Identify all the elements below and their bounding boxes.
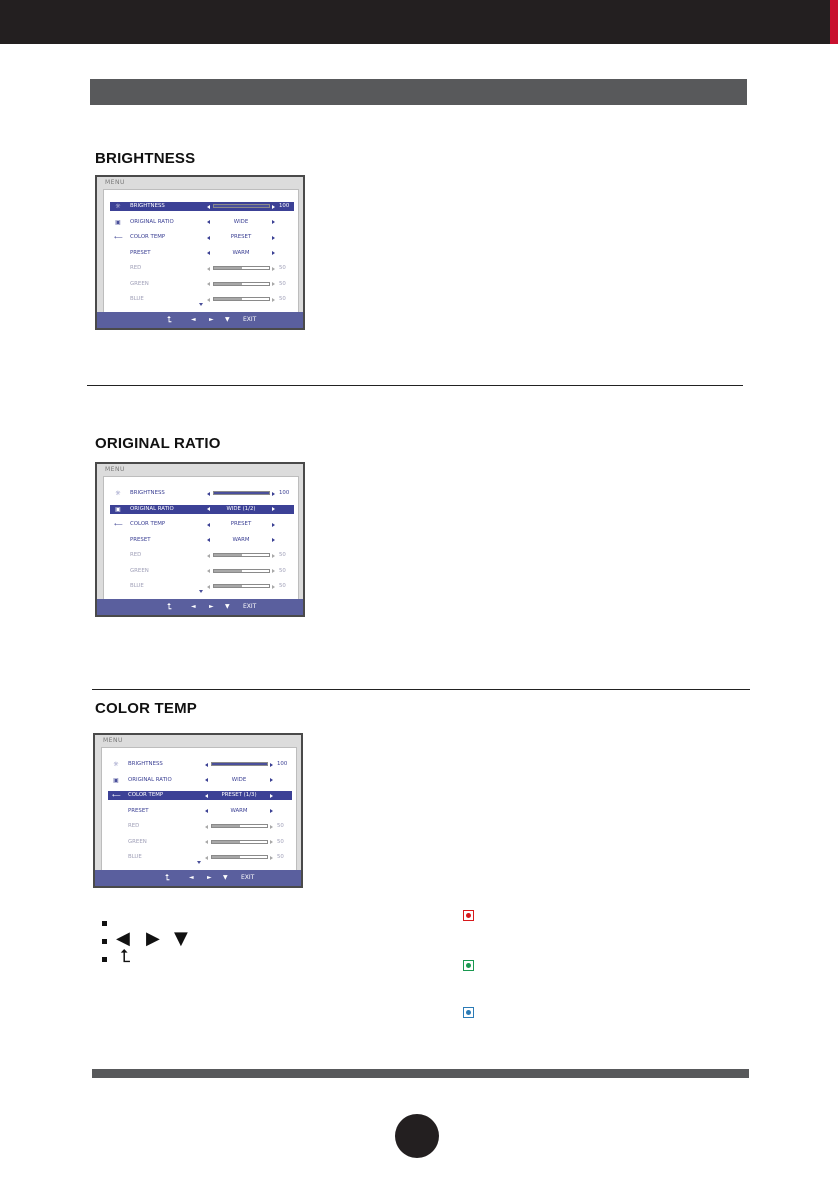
osd-level-bar[interactable] [211,855,268,859]
right-arrow-icon[interactable]: ► [209,316,214,323]
osd-row-icon [112,807,120,816]
left-arrow-icon[interactable]: ◄ [191,603,196,610]
osd-option-value: WARM [230,807,248,814]
left-arrow-icon[interactable] [207,507,210,511]
left-arrow-icon[interactable] [205,856,208,860]
left-arrow-icon[interactable] [205,778,208,782]
osd-row-icon: ⟵ [114,234,123,241]
osd-row-label: BRIGHTNESS [130,490,165,496]
osd-menu-brightness [95,175,305,330]
osd-row-icon [114,567,122,576]
osd-row-icon [114,249,122,258]
osd-row-label: GREEN [130,280,149,287]
osd-row-original-ratio[interactable] [110,505,294,514]
osd-row-icon: ⟵ [112,792,121,799]
left-arrow-icon[interactable] [207,492,210,496]
left-arrow-icon[interactable] [207,267,210,271]
right-arrow-icon[interactable] [272,236,275,240]
exit-button[interactable]: EXIT [241,874,255,881]
osd-row-green[interactable] [110,280,294,289]
osd-row-icon: ▣ [115,218,121,226]
left-arrow-icon[interactable] [205,809,208,813]
scroll-more-icon [199,590,203,593]
osd-level-bar[interactable] [213,553,270,557]
right-arrow-icon[interactable]: ► [207,874,212,881]
osd-row-color-temp[interactable] [108,791,292,800]
right-arrow-icon[interactable] [272,523,275,527]
right-arrow-icon: ▶ [146,928,160,949]
osd-level-value: 100 [279,490,290,496]
up-return-icon: ⮤ [120,946,131,967]
osd-row-original-ratio[interactable] [110,218,294,227]
osd-row-green[interactable] [110,567,294,576]
osd-level-bar[interactable] [213,569,270,573]
page-number-badge [395,1114,439,1158]
osd-row-red[interactable] [110,551,294,560]
right-arrow-icon[interactable] [270,840,273,844]
heading-brightness: BRIGHTNESS [95,150,196,167]
footer-bar [92,1069,749,1078]
osd-row-icon [112,853,120,862]
osd-row-icon [114,536,122,545]
osd-footer [95,870,301,886]
osd-level-fill [214,205,269,207]
osd-menu-original-ratio [95,462,305,617]
osd-row-brightness[interactable] [108,760,292,769]
osd-row-label: BLUE [128,854,142,860]
top-header-bar [0,0,838,44]
left-arrow-icon[interactable]: ◄ [191,316,196,323]
osd-row-icon [114,264,122,273]
right-arrow-icon[interactable] [272,538,275,542]
osd-row-label: GREEN [130,567,149,574]
osd-row-icon [112,822,120,831]
right-arrow-icon[interactable] [272,205,275,209]
right-arrow-icon[interactable] [270,794,273,798]
osd-row-red[interactable] [110,264,294,273]
osd-level-bar[interactable] [213,282,270,286]
heading-original-ratio: ORIGINAL RATIO [95,435,221,452]
right-arrow-icon[interactable] [272,554,275,558]
osd-option-value: WIDE [233,218,249,225]
osd-row-label: BRIGHTNESS [128,761,163,767]
osd-row-red[interactable] [108,822,292,831]
right-arrow-icon[interactable] [272,267,275,271]
osd-row-green[interactable] [108,838,292,847]
up-return-icon[interactable]: ⮤ [165,873,170,882]
osd-menu-title: MENU [103,737,123,744]
right-arrow-icon[interactable] [270,778,273,782]
left-arrow-icon[interactable] [207,298,210,302]
osd-level-value: 50 [279,583,286,589]
osd-level-value: 50 [279,296,286,302]
osd-row-preset[interactable] [110,536,294,545]
left-arrow-icon[interactable] [207,236,210,240]
osd-option-value: PRESET [230,521,252,527]
right-arrow-icon[interactable] [272,507,275,511]
osd-row-label: ORIGINAL RATIO [130,218,174,225]
osd-row-label: RED [128,823,140,829]
osd-row-icon: ☼ [115,203,121,210]
osd-level-bar[interactable] [213,266,270,270]
down-arrow-icon: ▼ [174,928,188,949]
osd-row-label: COLOR TEMP [130,234,166,240]
left-arrow-icon[interactable]: ◄ [189,874,194,881]
bullet [102,957,107,962]
osd-footer [97,312,303,328]
osd-row-icon [114,295,122,304]
osd-level-fill [212,825,240,827]
osd-row-original-ratio[interactable] [108,776,292,785]
osd-level-bar[interactable] [211,762,268,766]
heading-color-temp: COLOR TEMP [95,700,197,717]
osd-level-fill [212,763,267,765]
osd-level-bar[interactable] [213,491,270,495]
right-arrow-icon[interactable] [272,251,275,255]
osd-level-value: 100 [279,203,290,209]
down-arrow-icon[interactable]: ▼ [225,603,230,610]
scroll-more-icon [197,861,201,864]
right-arrow-icon[interactable] [270,825,273,829]
left-arrow-icon[interactable] [207,282,210,286]
osd-level-fill [212,841,240,843]
osd-level-fill [214,492,269,494]
left-arrow-icon[interactable] [205,840,208,844]
osd-panel [101,747,297,873]
right-arrow-icon[interactable] [270,856,273,860]
section-divider [87,385,743,386]
osd-option-value: PRESET (1/3) [221,792,257,798]
osd-row-icon: ☼ [113,761,119,768]
osd-option-value: WIDE [231,776,247,783]
osd-row-label: BLUE [130,583,144,589]
left-arrow-icon: ◀ [116,928,130,949]
scroll-more-icon [199,303,203,306]
osd-row-label: RED [130,265,142,271]
left-arrow-icon[interactable] [207,554,210,558]
osd-panel [103,476,299,602]
osd-row-label: PRESET [128,807,149,814]
osd-level-bar[interactable] [213,584,270,588]
osd-row-brightness[interactable] [110,489,294,498]
right-arrow-icon[interactable] [272,220,275,224]
osd-row-brightness[interactable] [110,202,294,211]
osd-row-color-temp[interactable] [110,233,294,242]
left-arrow-icon[interactable] [207,220,210,224]
green-swatch-icon [463,960,474,971]
left-arrow-icon[interactable] [207,569,210,573]
blue-swatch-icon [463,1007,474,1018]
osd-option-value: WIDE (1/2) [226,505,256,512]
osd-option-value: WARM [232,536,250,543]
right-arrow-icon[interactable] [272,298,275,302]
right-arrow-icon[interactable] [272,282,275,286]
osd-menu-title: MENU [105,466,125,473]
red-swatch-icon [463,910,474,921]
osd-level-bar[interactable] [213,297,270,301]
osd-level-value: 50 [277,823,284,829]
osd-panel [103,189,299,315]
top-header-accent [830,0,838,44]
osd-row-preset[interactable] [110,249,294,258]
left-arrow-icon[interactable] [205,794,208,798]
bullet [102,939,107,944]
right-arrow-icon[interactable] [272,492,275,496]
exit-button[interactable]: EXIT [243,316,257,323]
osd-level-fill [214,585,242,587]
osd-row-icon: ▣ [115,505,121,513]
left-arrow-icon[interactable] [205,763,208,767]
osd-level-bar[interactable] [211,840,268,844]
osd-level-fill [214,283,242,285]
exit-button[interactable]: EXIT [243,603,257,610]
osd-row-icon: ⟵ [114,521,123,528]
section-divider [92,689,750,690]
osd-menu-title: MENU [105,179,125,186]
osd-level-bar[interactable] [211,824,268,828]
osd-row-label: ORIGINAL RATIO [130,505,174,512]
osd-row-label: BLUE [130,296,144,302]
osd-row-label: BRIGHTNESS [130,203,165,209]
osd-row-label: PRESET [130,536,151,543]
osd-level-fill [214,554,242,556]
left-arrow-icon[interactable] [205,825,208,829]
osd-row-icon: ☼ [115,490,121,497]
osd-row-icon [112,838,120,847]
osd-row-icon [114,280,122,289]
left-arrow-icon[interactable] [207,585,210,589]
right-arrow-icon[interactable] [272,569,275,573]
right-arrow-icon[interactable] [270,809,273,813]
osd-row-label: PRESET [130,249,151,256]
osd-option-value: PRESET [230,234,252,240]
osd-row-icon: ▣ [113,776,119,784]
right-arrow-icon[interactable]: ► [209,603,214,610]
osd-level-fill [214,570,242,572]
osd-row-preset[interactable] [108,807,292,816]
osd-level-fill [214,298,242,300]
osd-row-label: RED [130,552,142,558]
osd-row-label: GREEN [128,838,147,845]
osd-level-value: 100 [277,761,288,767]
osd-menu-color-temp [93,733,303,888]
osd-row-color-temp[interactable] [110,520,294,529]
osd-level-bar[interactable] [213,204,270,208]
up-return-icon[interactable]: ⮤ [167,315,172,324]
osd-level-fill [214,267,242,269]
osd-level-value: 50 [279,280,286,287]
osd-row-icon [114,582,122,591]
osd-row-label: COLOR TEMP [128,792,164,798]
right-arrow-icon[interactable] [270,763,273,767]
osd-row-label: ORIGINAL RATIO [128,776,172,783]
section-title-bar [90,79,747,105]
osd-level-fill [212,856,240,858]
left-arrow-icon[interactable] [207,523,210,527]
osd-level-value: 50 [279,265,286,271]
bullet [102,921,107,926]
osd-row-icon [114,551,122,560]
osd-level-value: 50 [277,838,284,845]
down-arrow-icon[interactable]: ▼ [225,316,230,323]
osd-option-value: WARM [232,249,250,256]
osd-footer [97,599,303,615]
left-arrow-icon[interactable] [207,205,210,209]
osd-level-value: 50 [279,567,286,574]
osd-row-label: COLOR TEMP [130,521,166,527]
left-arrow-icon[interactable] [207,538,210,542]
left-arrow-icon[interactable] [207,251,210,255]
osd-level-value: 50 [277,854,284,860]
right-arrow-icon[interactable] [272,585,275,589]
down-arrow-icon[interactable]: ▼ [223,874,228,881]
up-return-icon[interactable]: ⮤ [167,602,172,611]
osd-level-value: 50 [279,552,286,558]
